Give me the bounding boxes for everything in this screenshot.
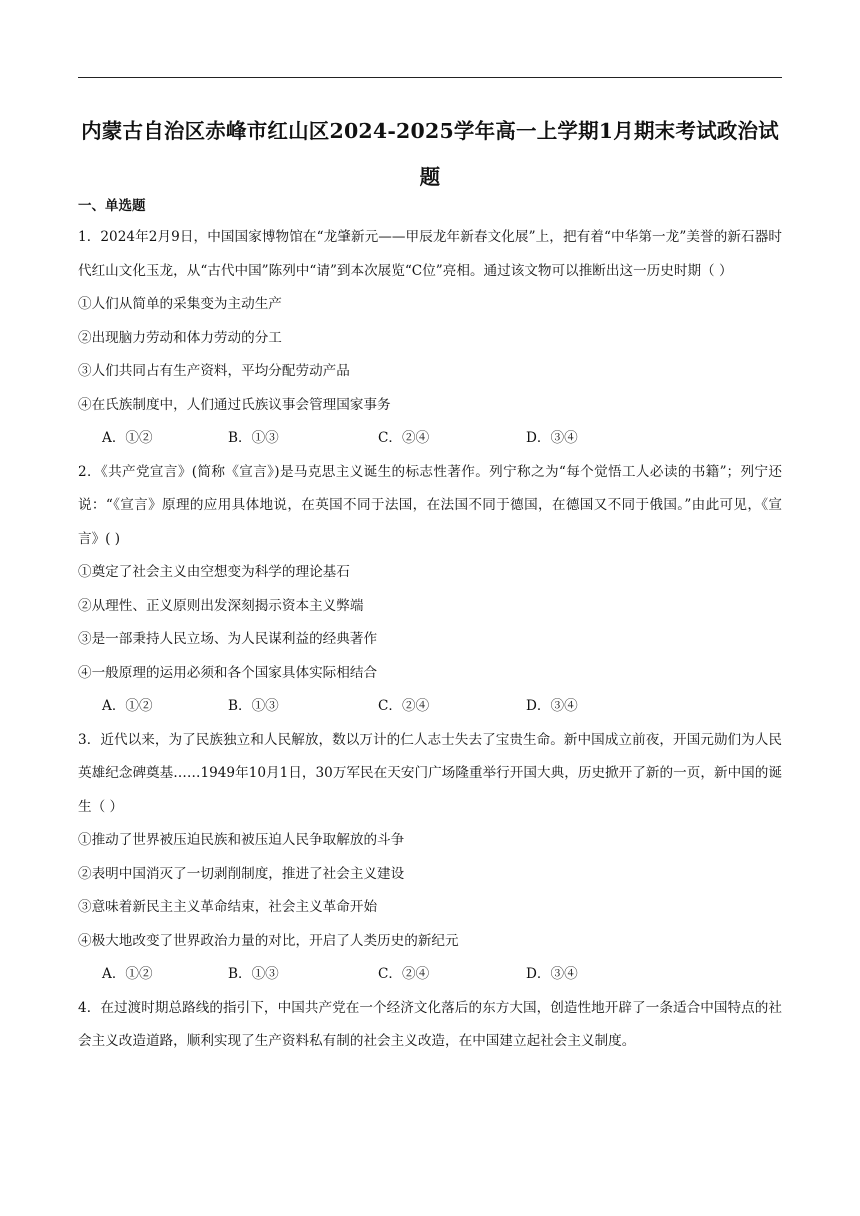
choice-d: D．③④	[526, 430, 578, 446]
choice-c: C．②④	[378, 430, 430, 446]
choice-b: B．①③	[228, 430, 279, 446]
question-stem: 2．《共产党宣言》(简称《宣言》)是马克思主义诞生的标志性著作。列宁称之为“每个觉悟工人必读的书籍”；列宁还说：“《宣言》原理的应用具体地说，在英国不同于法国，在法国不同于德国，在德国又不同于俄国。”由此可见，《宣言》( )	[78, 463, 782, 547]
choice-c: C．②④	[378, 966, 430, 982]
page-title: 内蒙古自治区赤峰市红山区2024-2025学年高一上学期1月期末考试政治试题	[81, 119, 779, 189]
choice-b: B．①③	[228, 966, 279, 982]
question-stem: 1．2024年2月9日，中国国家博物馆在“龙肇新元——甲辰龙年新春文化展”上，把有着“中华第一龙”美誉的新石器时代红山文化玉龙，从“古代中国”陈列中“请”到本次展览“C位”亮相。通过该文物可以推断出这一历史时期（ ）	[78, 229, 782, 279]
section-heading: 一、单选题	[78, 198, 146, 214]
choice-a: A．①②	[102, 698, 153, 714]
question-4	[78, 992, 782, 1059]
statement-option: ④一般原理的运用必须和各个国家具体实际相结合	[78, 664, 378, 681]
statement-option: ②从理性、正义原则出发深刻揭示资本主义弊端	[78, 597, 364, 614]
question-3	[78, 724, 782, 992]
choice-b: B．①③	[228, 698, 279, 714]
question-1	[78, 221, 782, 456]
answer-choices	[78, 958, 782, 992]
question-stem: 4．在过渡时期总路线的指引下，中国共产党在一个经济文化落后的东方大国，创造性地开辟了一条适合中国特点的社会主义改造道路，顺利实现了生产资料私有制的社会主义改造，在中国建立起社会主义制度。	[78, 999, 782, 1049]
question-2	[78, 456, 782, 724]
statement-option: ③人们共同占有生产资料，平均分配劳动产品	[78, 363, 350, 379]
choice-a: A．①②	[102, 966, 153, 982]
statement-option: ④极大地改变了世界政治力量的对比，开启了人类历史的新纪元	[78, 932, 459, 949]
answer-choices	[78, 690, 782, 724]
statement-option: ②出现脑力劳动和体力劳动的分工	[78, 329, 282, 346]
statement-option: ①推动了世界被压迫民族和被压迫人民争取解放的斗争	[78, 832, 405, 848]
choice-a: A．①②	[102, 430, 153, 446]
exam-content	[78, 193, 782, 1059]
statement-option: ①奠定了社会主义由空想变为科学的理论基石	[78, 564, 350, 580]
statement-option: ①人们从简单的采集变为主动生产	[78, 296, 282, 312]
header-rule	[78, 77, 782, 78]
question-stem: 3．近代以来，为了民族独立和人民解放，数以万计的仁人志士失去了宝贵生命。新中国成立前夜，开国元勋们为人民英雄纪念碑奠基……1949年10月1日，30万军民在天安门广场隆重举行开国大典，历史掀开了新的一页，新中国的诞生（ ）	[78, 731, 782, 815]
choice-d: D．③④	[526, 698, 578, 714]
statement-option: ③意味着新民主主义革命结束，社会主义革命开始	[78, 899, 378, 915]
statement-option: ②表明中国消灭了一切剥削制度，推进了社会主义建设	[78, 865, 405, 882]
choice-c: C．②④	[378, 698, 430, 714]
answer-choices	[78, 422, 782, 456]
choice-d: D．③④	[526, 966, 578, 982]
statement-option: ④在氏族制度中，人们通过氏族议事会管理国家事务	[78, 396, 391, 413]
statement-option: ③是一部秉持人民立场、为人民谋利益的经典著作	[78, 631, 378, 647]
